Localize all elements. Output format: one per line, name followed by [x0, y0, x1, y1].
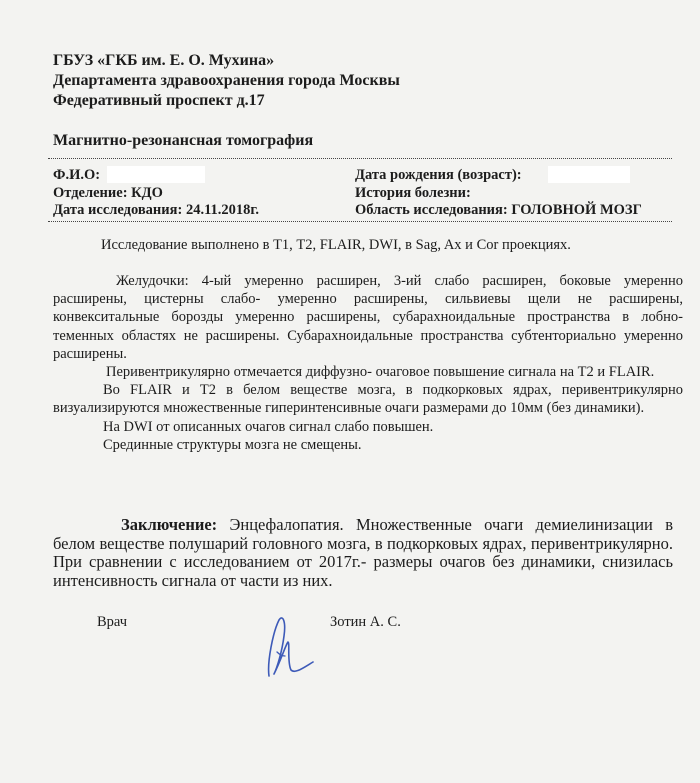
- conclusion: [53, 516, 673, 590]
- department-value: КДО: [131, 185, 163, 201]
- report-findings: [53, 272, 683, 454]
- institution-department: Департамента здравоохранения города Москвы: [53, 72, 400, 89]
- history-label: История болезни:: [355, 185, 471, 201]
- birth-date-label: Дата рождения (возраст):: [355, 167, 522, 183]
- study-date-value: 24.11.2018г.: [185, 202, 259, 218]
- study-date-label: Дата исследования:: [53, 202, 183, 218]
- findings-periventricular: Перивентрикулярно отмечается диффузно- очаговое повышение сигнала на Т2 и FLAIR.: [106, 364, 655, 381]
- divider-bottom: [48, 221, 672, 222]
- department-field: [53, 185, 163, 202]
- fio-label: Ф.И.О:: [53, 167, 101, 183]
- findings-lesions: Во FLAIR и Т2 в белом веществе мозга, в подкорковых ядрах, перивентрикулярно визуализируются множественные гиперинтенсивные очаги размерами до 10мм (без динамики).: [53, 382, 683, 417]
- report-intro: Исследование выполнено в Т1, Т2, FLAIR, DWI, в Sag, Ax и Cor проекциях.: [101, 237, 571, 253]
- redacted-name: [107, 166, 205, 183]
- conclusion-text: Энцефалопатия. Множественные очаги демиелинизации в белом веществе полушарий головного мозга, в подкорковых ядрах, перивентрикулярно. При сравнении с исследованием от 2017г.- размеры очагов без динамики, снизилась интенсивность сигнала от части из них.: [53, 515, 673, 590]
- findings-ventricles: Желудочки: 4-ый умеренно расширен, 3-ий слабо расширен, боковые умеренно расширены, цистерны слабо- умеренно расширены, сильвиевы щели не расширены, конвекситальные борозды умеренно расширены, субарахноидальные пространства в лобно-теменных областях не расширены. Субарахноидальные пространства субтенториально умеренно расширены.: [53, 273, 683, 362]
- area-field: [355, 202, 642, 219]
- study-title: Магнитно-резонансная томография: [53, 132, 314, 149]
- divider-top: [48, 158, 672, 159]
- conclusion-label: Заключение:: [121, 515, 218, 534]
- findings-midline: Срединные структуры мозга не смещены.: [103, 436, 362, 453]
- area-label: Область исследования:: [355, 202, 508, 218]
- study-date-field: [53, 202, 259, 219]
- area-value: ГОЛОВНОЙ МОЗГ: [511, 202, 642, 218]
- institution-name: ГБУЗ «ГКБ им. Е. О. Мухина»: [53, 52, 275, 69]
- institution-address: Федеративный проспект д.17: [53, 92, 265, 109]
- findings-dwi: На DWI от описанных очагов сигнал слабо повышен.: [103, 418, 434, 435]
- handwritten-signature: [255, 612, 325, 682]
- doctor-name: Зотин А. С.: [330, 614, 401, 630]
- department-label: Отделение:: [53, 185, 128, 201]
- doctor-role: Врач: [97, 614, 128, 630]
- redacted-birth-date: [548, 166, 630, 183]
